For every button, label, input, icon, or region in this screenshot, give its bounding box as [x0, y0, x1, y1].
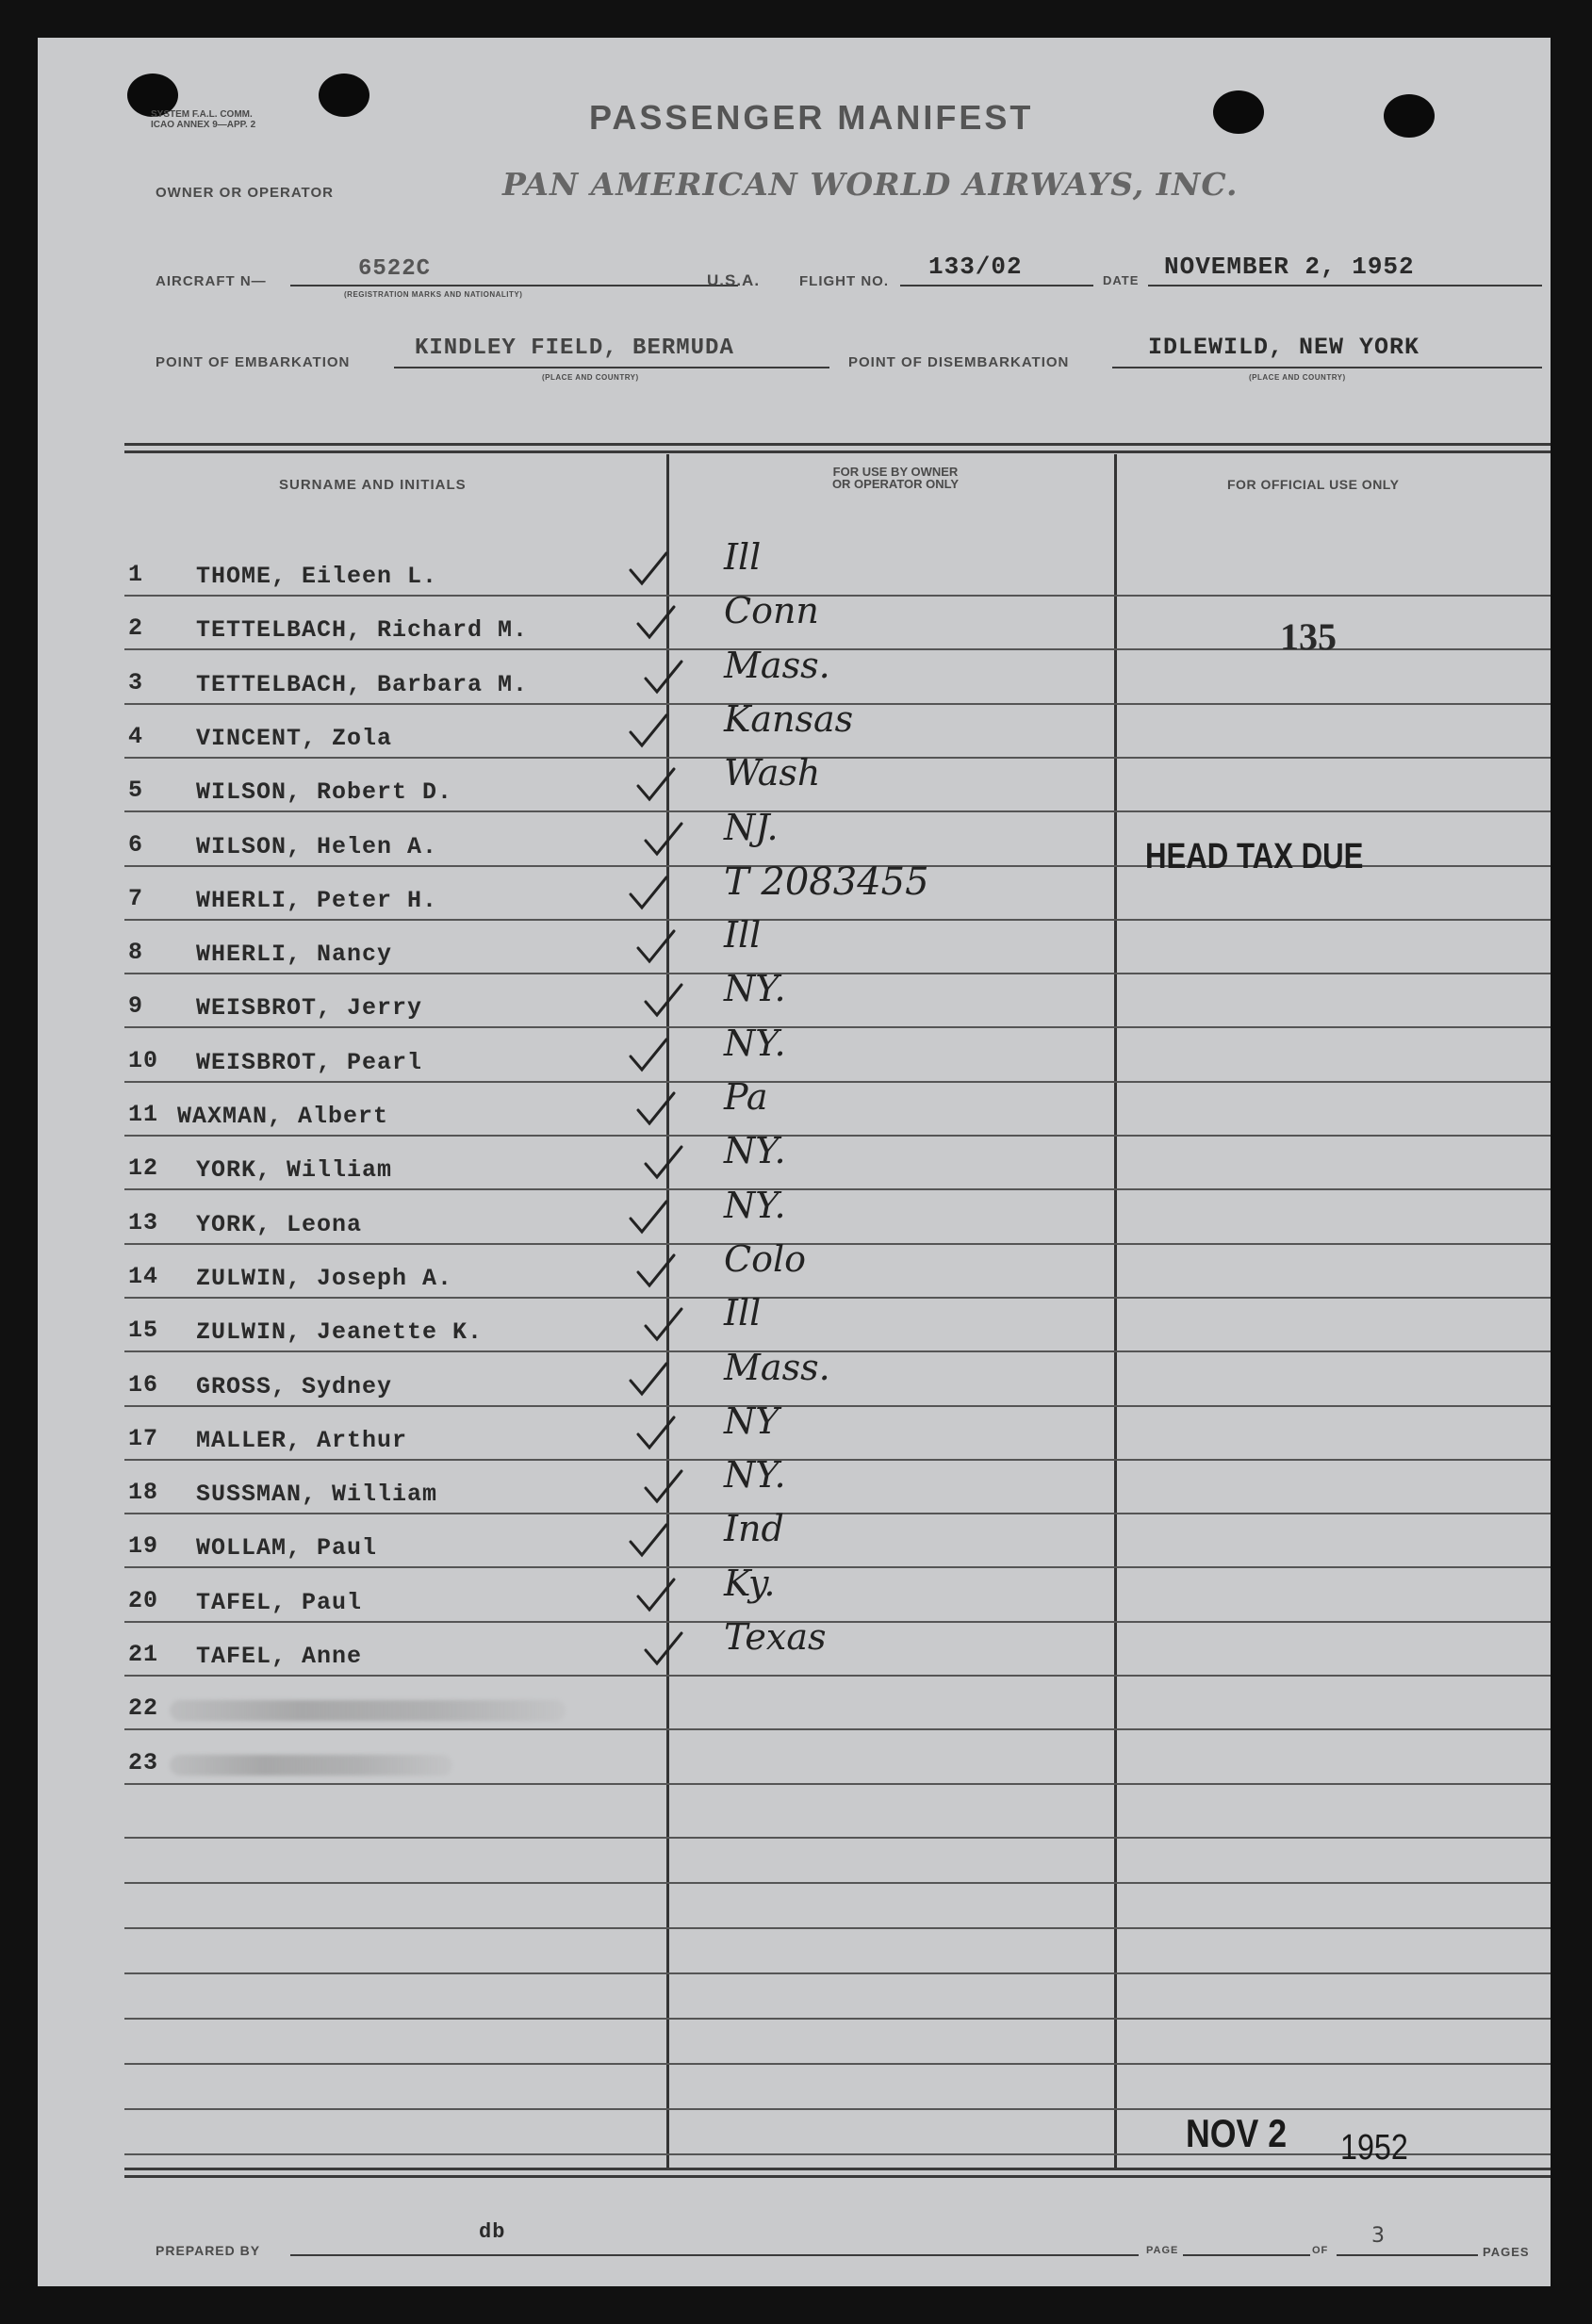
passenger-name: TAFEL, Paul [196, 1588, 363, 1616]
owner-note: NY. [724, 1022, 786, 1064]
row-line [124, 1459, 1551, 1461]
aircraft-underline [290, 285, 738, 286]
row-number: 2 [128, 614, 144, 643]
official-count: 135 [1280, 615, 1337, 658]
date-value: NOVEMBER 2, 1952 [1164, 253, 1415, 281]
row-number: 15 [128, 1317, 159, 1345]
blank-row-line [124, 1927, 1551, 1929]
checkmark-icon [642, 981, 685, 1019]
disembark-label: POINT OF DISEMBARKATION [848, 354, 1070, 370]
checkmark-icon [627, 1360, 670, 1398]
punch-hole-right-1 [1213, 90, 1264, 134]
system-line-1: SYSTEM F.A.L. COMM. [151, 109, 253, 120]
row-number: 6 [128, 830, 144, 859]
row-number: 22 [128, 1694, 159, 1723]
passenger-name: TETTELBACH, Richard M. [196, 616, 529, 645]
redacted-name [170, 1755, 452, 1776]
row-number: 8 [128, 939, 144, 967]
owner-note: NJ. [724, 806, 779, 848]
checkmark-icon [627, 1521, 670, 1559]
disembark-caption: (PLACE AND COUNTRY) [1249, 373, 1346, 382]
checkmark-icon [642, 1305, 685, 1343]
aircraft-label: AIRCRAFT N— [156, 273, 267, 289]
punch-hole-right-2 [1384, 94, 1435, 138]
date-label: DATE [1103, 273, 1140, 287]
system-reference [151, 109, 255, 130]
system-line-2: ICAO ANNEX 9—APP. 2 [151, 120, 256, 130]
owner-note: Ill [724, 914, 762, 957]
checkmark-icon [627, 1198, 670, 1236]
owner-note: Mass. [724, 644, 830, 686]
redacted-name [170, 1700, 566, 1721]
owner-note: Ill [724, 536, 762, 578]
owner-note: Ind [724, 1508, 784, 1550]
owner-label: OWNER OR OPERATOR [156, 185, 334, 201]
date-underline [1148, 285, 1542, 286]
page-label: PAGE [1146, 2245, 1179, 2256]
table-bottom-rule-2 [124, 2175, 1551, 2178]
column-divider-2 [1114, 454, 1117, 2168]
row-number: 16 [128, 1370, 159, 1399]
checkmark-icon [634, 1089, 678, 1127]
row-line [124, 1405, 1551, 1407]
disembark-value: IDLEWILD, NEW YORK [1148, 334, 1420, 361]
passenger-name: VINCENT, Zola [196, 724, 393, 752]
owner-note: Wash [724, 752, 821, 794]
prepared-value: db [479, 2220, 506, 2244]
checkmark-icon [642, 1467, 685, 1505]
row-line [124, 648, 1551, 650]
passenger-name: ZULWIN, Jeanette K. [196, 1318, 484, 1347]
row-line [124, 919, 1551, 921]
row-number: 17 [128, 1424, 159, 1452]
passenger-name: GROSS, Sydney [196, 1372, 393, 1400]
owner-note: Kansas [724, 697, 854, 740]
owner-note: Colo [724, 1237, 806, 1280]
row-number: 13 [128, 1208, 159, 1236]
passenger-name: ZULWIN, Joseph A. [196, 1264, 453, 1292]
row-number: 23 [128, 1748, 159, 1776]
row-line [124, 1350, 1551, 1352]
checkmark-icon [627, 874, 670, 911]
checkmark-icon [627, 1036, 670, 1073]
row-line [124, 1728, 1551, 1730]
owner-note: NY. [724, 1184, 786, 1226]
of-underline [1337, 2254, 1478, 2256]
table-top-rule-1 [124, 443, 1551, 446]
row-number: 5 [128, 777, 144, 805]
blank-row-line [124, 2108, 1551, 2110]
row-line [124, 1783, 1551, 1785]
owner-note: Conn [724, 590, 819, 632]
row-number: 9 [128, 992, 144, 1021]
blank-row-line [124, 1972, 1551, 1974]
row-line [124, 595, 1551, 597]
owner-note: NY. [724, 1454, 786, 1497]
pages-label: PAGES [1483, 2245, 1530, 2259]
row-line [124, 810, 1551, 812]
checkmark-icon [634, 927, 678, 965]
row-number: 4 [128, 722, 144, 750]
flight-underline [900, 285, 1093, 286]
owner-note: Ill [724, 1292, 762, 1334]
checkmark-icon [642, 820, 685, 858]
owner-note: NY. [724, 968, 786, 1010]
passenger-name: WEISBROT, Pearl [196, 1048, 423, 1076]
checkmark-icon [634, 1414, 678, 1451]
column-header-owner [787, 466, 1004, 490]
checkmark-icon [634, 1252, 678, 1289]
row-number: 14 [128, 1262, 159, 1290]
embark-caption: (PLACE AND COUNTRY) [542, 373, 639, 382]
owner-note: T 2083455 [724, 859, 929, 904]
date-stamp: NOV 2 [1186, 2111, 1288, 2155]
embark-value: KINDLEY FIELD, BERMUDA [415, 336, 734, 361]
row-number: 20 [128, 1586, 159, 1614]
page-underline [1183, 2254, 1310, 2256]
row-number: 21 [128, 1641, 159, 1668]
checkmark-icon [627, 712, 670, 749]
checkmark-icon [634, 765, 678, 803]
passenger-name: WOLLAM, Paul [196, 1534, 378, 1563]
row-line [124, 1621, 1551, 1623]
row-number: 19 [128, 1532, 159, 1561]
column-header-owner-line1: FOR USE BY OWNER [832, 465, 959, 479]
punch-hole-left-2 [319, 74, 369, 117]
row-number: 7 [128, 884, 144, 912]
flight-value: 133/02 [928, 253, 1023, 281]
owner-note: Texas [724, 1616, 827, 1658]
row-number: 10 [128, 1046, 159, 1074]
passenger-name: WEISBROT, Jerry [196, 994, 423, 1023]
checkmark-icon [642, 658, 685, 696]
blank-row-line [124, 2153, 1551, 2155]
row-line [124, 1135, 1551, 1137]
date-stamp-year: 1952 [1340, 2128, 1408, 2168]
row-number: 1 [128, 561, 144, 588]
disembark-underline [1112, 367, 1542, 368]
prepared-label: PREPARED BY [156, 2243, 261, 2258]
column-header-surname: SURNAME AND INITIALS [279, 477, 467, 493]
passenger-name: YORK, William [196, 1156, 393, 1185]
prepared-underline [290, 2254, 1139, 2256]
flight-label: FLIGHT NO. [799, 273, 889, 289]
manifest-page [38, 38, 1551, 2286]
owner-note: Mass. [724, 1346, 830, 1388]
of-value: 3 [1371, 2224, 1385, 2248]
row-number: 3 [128, 668, 144, 696]
passenger-name: WILSON, Helen A. [196, 832, 438, 860]
owner-note: Ky. [724, 1562, 776, 1604]
blank-row-line [124, 1837, 1551, 1839]
owner-note: Pa [724, 1076, 768, 1118]
checkmark-icon [634, 1576, 678, 1613]
blank-row-line [124, 1882, 1551, 1884]
usa-label: U.S.A. [707, 271, 761, 289]
row-line [124, 1297, 1551, 1299]
table-bottom-rule-1 [124, 2168, 1551, 2170]
row-line [124, 1513, 1551, 1514]
row-line [124, 1675, 1551, 1677]
row-number: 12 [128, 1154, 159, 1183]
row-number: 11 [128, 1101, 159, 1128]
embark-label: POINT OF EMBARKATION [156, 354, 351, 370]
row-line [124, 1243, 1551, 1245]
row-number: 18 [128, 1479, 159, 1507]
owner-value: PAN AMERICAN WORLD AIRWAYS, INC. [502, 166, 1239, 203]
row-line [124, 1026, 1551, 1028]
row-line [124, 757, 1551, 759]
owner-note: NY [724, 1399, 780, 1442]
row-line [124, 1081, 1551, 1083]
embark-underline [394, 367, 829, 368]
table-top-rule-2 [124, 450, 1551, 453]
row-line [124, 1566, 1551, 1568]
passenger-name: WHERLI, Peter H. [196, 886, 438, 914]
passenger-name: WHERLI, Nancy [196, 941, 393, 969]
checkmark-icon [634, 603, 678, 641]
passenger-name: TAFEL, Anne [196, 1643, 363, 1670]
checkmark-icon [642, 1629, 685, 1667]
passenger-name: SUSSMAN, William [196, 1481, 438, 1509]
row-line [124, 973, 1551, 974]
blank-row-line [124, 2018, 1551, 2020]
passenger-name: YORK, Leona [196, 1210, 363, 1238]
page-title: PASSENGER MANIFEST [589, 98, 1034, 137]
aircraft-caption: (REGISTRATION MARKS AND NATIONALITY) [344, 290, 523, 299]
of-label: OF [1312, 2245, 1329, 2256]
passenger-name: MALLER, Arthur [196, 1426, 408, 1454]
checkmark-icon [627, 549, 670, 587]
owner-note: NY. [724, 1130, 786, 1172]
passenger-name: WAXMAN, Albert [177, 1103, 389, 1130]
blank-row-line [124, 2063, 1551, 2065]
passenger-name: THOME, Eileen L. [196, 563, 438, 590]
head-tax-stamp: HEAD TAX DUE [1145, 837, 1364, 876]
checkmark-icon [642, 1143, 685, 1181]
column-header-official: FOR OFFICIAL USE ONLY [1227, 477, 1400, 492]
aircraft-value: 6522C [358, 256, 432, 282]
column-header-owner-line2: OR OPERATOR ONLY [831, 477, 960, 491]
passenger-name: WILSON, Robert D. [196, 778, 453, 807]
passenger-name: TETTELBACH, Barbara M. [196, 670, 529, 698]
row-line [124, 1188, 1551, 1190]
